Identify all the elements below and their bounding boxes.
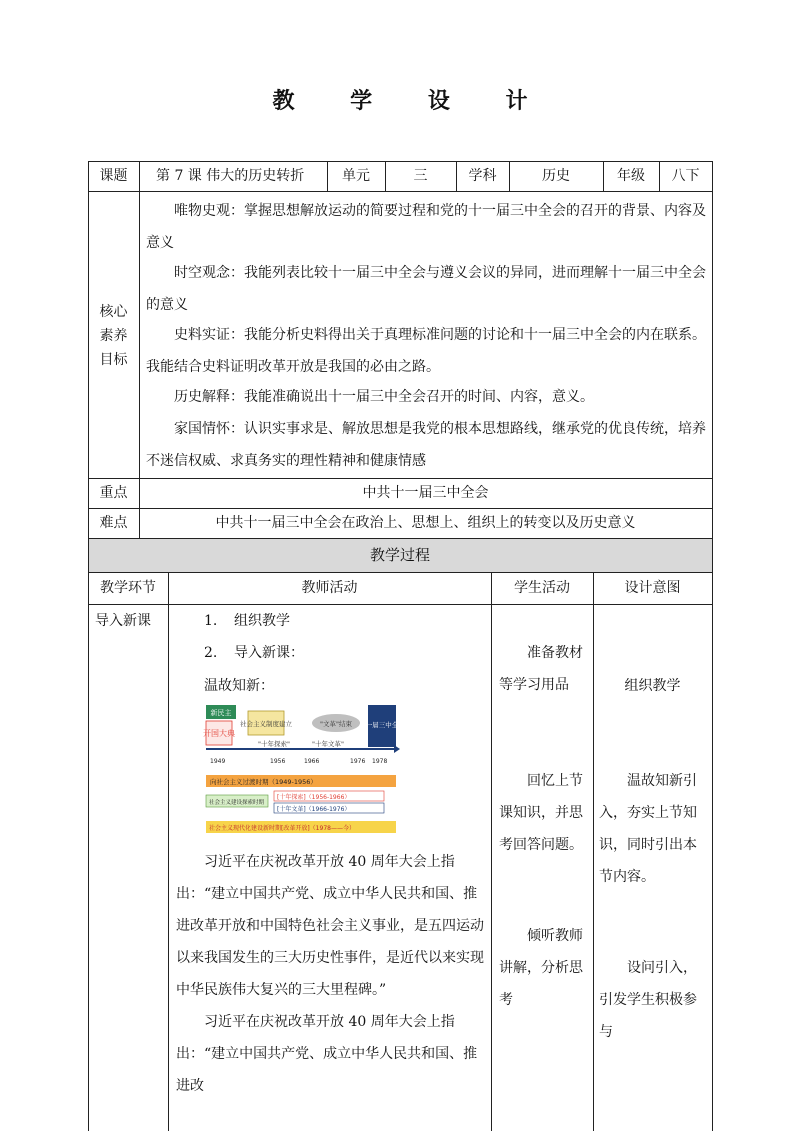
bar-reform-label: 社会主义现代化建设新时期[改革开放]（1978——今） [209,825,355,832]
lesson-title: 第 7 课 伟大的历史转折 [156,168,305,184]
year-1956: 1956 [270,758,286,765]
lesson-label: 课题 [99,168,128,184]
timeline-figure [203,703,405,839]
goal-patriotism: 家国情怀：认识实事求是、解放思想是我党的根本思想路线，继承党的优良传统，培养不迷信权威、求真务实的理性精神和健康情感 [146,421,706,469]
intent-2: 温故知新引入，夯实上节知识，同时引出本节内容。 [599,773,697,885]
goal-spacetime: 时空观念：我能列表比较十一届三中全会与遵义会议的异同，进而理解十一届三中全会的意义 [146,265,706,313]
quote-2: 习近平在庆祝改革开放 40 周年大会上指出：“建立中国共产党、成立中华人民共和国、推进改 [176,1014,478,1094]
page-title: 教 学 设 计 [272,88,552,114]
bar-transition-label: 向社会主义过渡时期（1949-1956） [210,778,317,786]
col-stage: 教学环节 [100,580,156,596]
founding-label: 新民主 [210,709,232,717]
ten-years-explore-label: "十年探索" [258,740,290,748]
unit-value: 三 [413,168,428,184]
key-point-label: 重点 [99,485,128,501]
intent-3: 设问引入，引发学生积极参与 [599,960,697,1040]
plenum-label: 十一届三中全会 [359,721,405,729]
goal-materialism: 唯物史观：掌握思想解放运动的简要过程和党的十一届三中全会的召开的背景、内容及意义 [146,203,706,251]
step2-text: 导入新课： [234,645,304,661]
difficulty-value: 中共十一届三中全会在政治上、思想上、组织上的转变以及历史意义 [215,515,636,531]
step1-number: 1. [204,613,218,629]
student-activity-3: 倾听教师讲解，分析思考 [499,928,583,1008]
subject-label: 学科 [468,168,497,184]
goal-interpretation: 历史解释：我能准确说出十一届三中全会召开的时间、内容，意义。 [174,389,594,405]
goal-evidence: 史料实证：我能分析史料得出关于真理标准问题的讨论和十一届三中全会的内在联系。我能结合史料证明改革开放是我国的必由之路。 [146,327,706,375]
col-student: 学生活动 [514,580,570,596]
goals-label: 核心 素养 目标 [99,304,128,368]
bar-exploration-label: 社会主义建设探索时期 [209,800,265,806]
step2-number: 2. [204,645,218,661]
col-teacher: 教师活动 [301,580,358,596]
bar-cr-decade-label: [十年文革]（1966-1976） [277,806,351,813]
process-title: 教学过程 [369,546,430,564]
intent-1: 组织教学 [624,678,681,694]
unit-label: 单元 [342,168,370,184]
subject-value: 历史 [542,168,570,184]
stage-intro: 导入新课 [95,613,151,629]
grade-label: 年级 [617,168,645,184]
year-1949: 1949 [210,758,226,765]
bubble-label: "文革"结束 [320,720,352,728]
ten-years-cr-label: "十年文革" [312,740,344,748]
step1-text: 组织教学 [234,613,290,629]
student-activity-1: 准备教材等学习用品 [499,645,583,693]
review-label: 温故知新： [204,678,274,694]
year-1966: 1966 [304,758,320,765]
col-intent: 设计意图 [624,580,681,596]
grade-value: 八下 [671,168,700,184]
student-activity-2: 回忆上节课知识，并思考回答问题。 [499,773,583,853]
ceremony-label: 开国大典 [203,729,235,738]
socialism-label: 社会主义制度建立 [240,720,292,728]
bar-explore-decade-label: [十年探索]（1956-1966） [277,794,351,801]
key-point-value: 中共十一届三中全会 [362,485,489,501]
difficulty-label: 难点 [99,515,128,531]
year-1976: 1976 [350,758,366,765]
year-1978: 1978 [372,758,388,765]
quote-1: 习近平在庆祝改革开放 40 周年大会上指出：“建立中国共产党、成立中华人民共和国、推进改革开放和中国特色社会主义事业，是五四运动以来我国发生的三大历史性事件，是近代以来实现中华民族伟大复兴的三大里程碑。” [176,854,484,998]
